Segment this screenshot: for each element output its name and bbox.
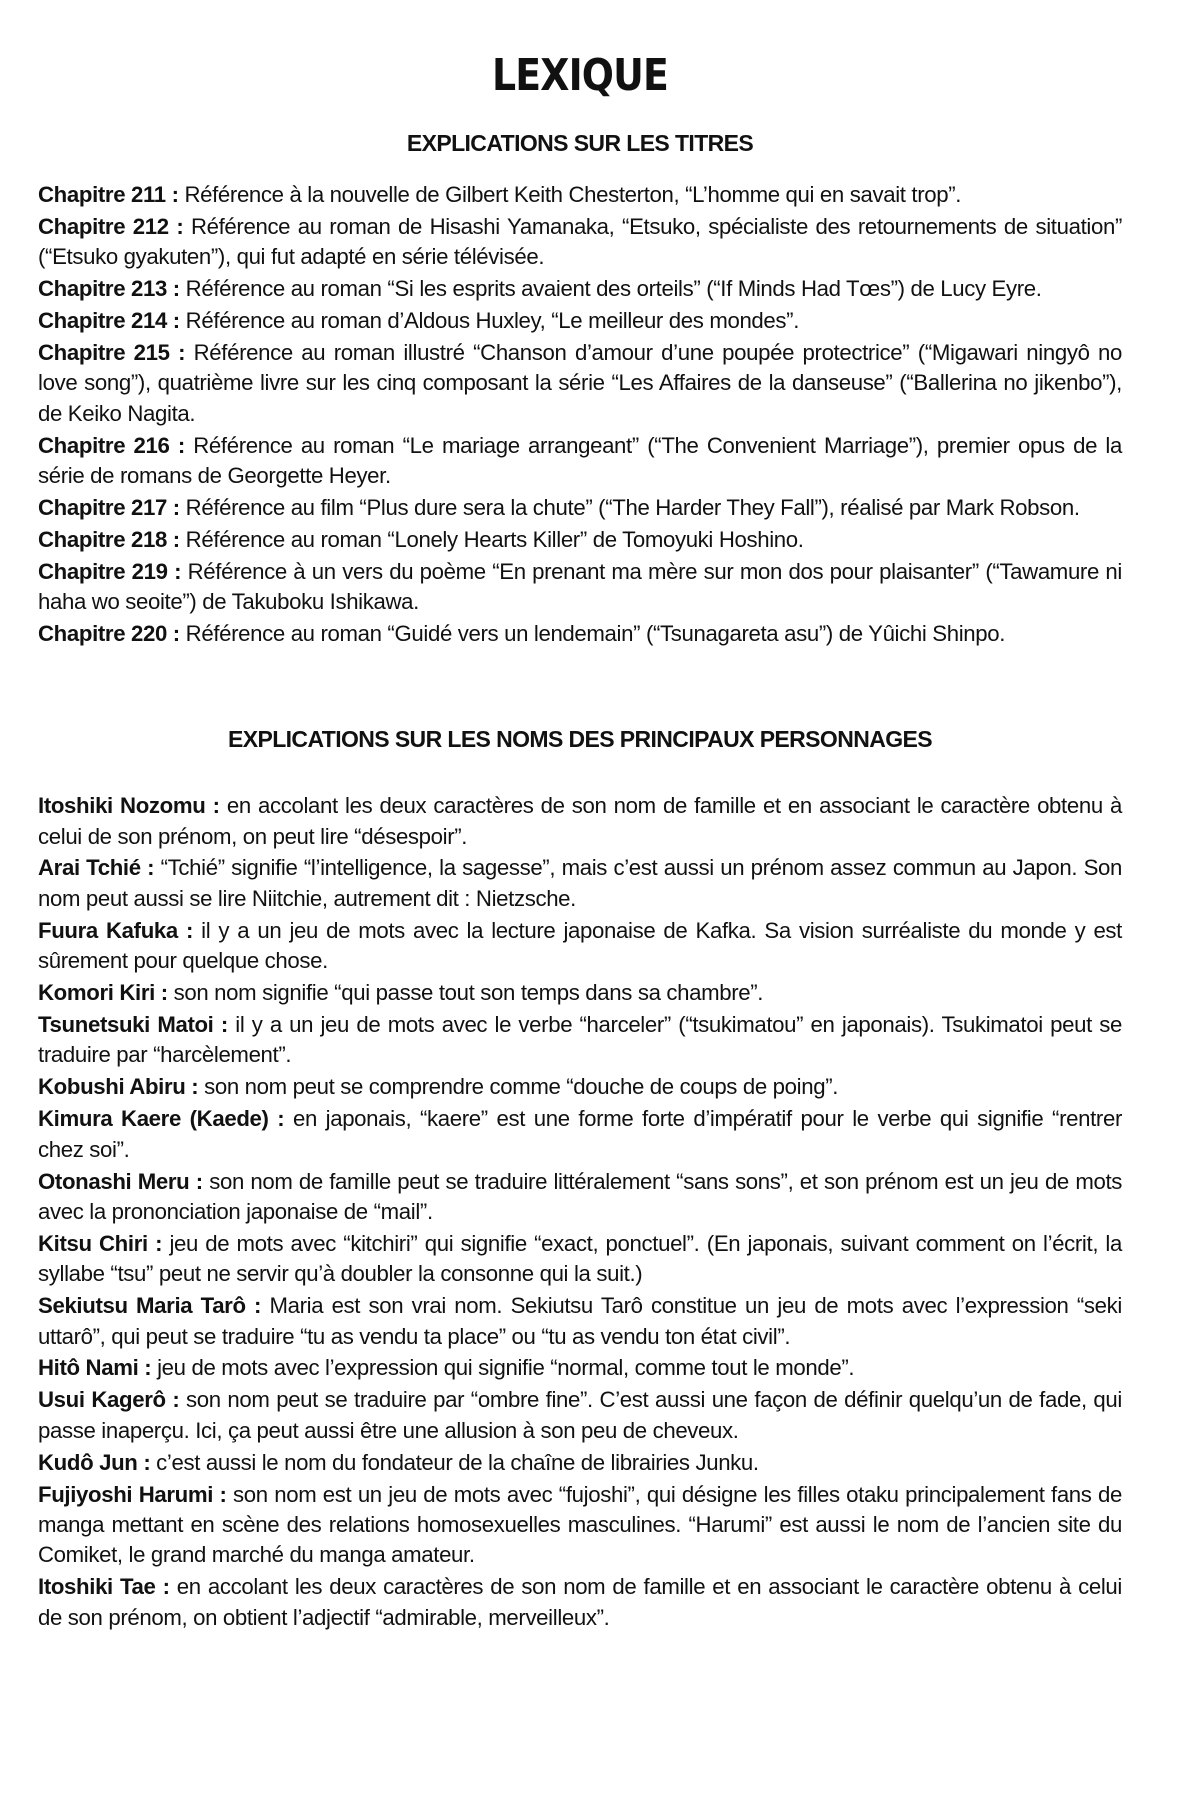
chapter-text: Référence au roman d’Aldous Huxley, “Le meilleur des mondes”. [185,308,800,334]
character-name: Kitsu Chiri [38,1230,148,1256]
character-name: Otonashi Meru [38,1168,190,1194]
character-text: son nom de famille peut se traduire littéralement “sans sons”, et son prénom est un jeu de mots avec la prononciation japonaise de “mail”. [38,1168,1123,1224]
chapter-label: Chapitre 218 [38,526,167,552]
chapter-entry: Chapitre 211 : Référence à la nouvelle de Gilbert Keith Chesterton, “L’homme qui en savait trop”. [38,181,962,207]
chapter-label: Chapitre 214 [38,308,167,334]
chapter-label: Chapitre 211 [38,181,166,207]
page-title: LEXIQUE [492,50,668,101]
character-entry: Kudô Jun : c’est aussi le nom du fondateur de la chaîne de librairies Junku. [38,1449,759,1475]
character-entry: Hitô Nami : jeu de mots avec l’expression qui signifie “normal, comme tout le monde”. [38,1355,855,1381]
chapter-entry: Chapitre 215 : Référence au roman illustré “Chanson d’amour d’une poupée protectrice” (“Migawari ningyô no love song”), quatrième livre sur les cinq composant la série “Les Affaires de la danseuse” (“Ballerina no jikenbo”), de Keiko Nagita. [38,340,1123,426]
character-entry: Otonashi Meru : son nom de famille peut se traduire littéralement “sans sons”, et son prénom est un jeu de mots avec la prononciation japonaise de “mail”. [38,1168,1123,1224]
character-text: Maria est son vrai nom. Sekiutsu Tarô constitue un jeu de mots avec l’expression “seki uttarô”, qui peut se traduire “tu as vendu ta place” ou “tu as vendu ton état civil”. [38,1293,1122,1349]
character-text: jeu de mots avec l’expression qui signifie “normal, comme tout le monde”. [157,1355,855,1381]
character-name: Kimura Kaere (Kaede) [38,1106,269,1132]
character-entry: Tsunetsuki Matoi : il y a un jeu de mots avec le verbe “harceler” (“tsukimatou” en japonais). Tsukimatoi peut se traduire par “harcèlement”. [38,1012,1123,1068]
chapter-entry: Chapitre 217 : Référence au film “Plus dure sera la chute” (“The Harder They Fall”), réalisé par Mark Robson. [38,495,1080,521]
chapter-label: Chapitre 212 [38,213,169,239]
chapter-text: Référence au roman de Hisashi Yamanaka, “Etsuko, spécialiste des retournements de situation” (“Etsuko gyakuten”), qui fut adapté en série télévisée. [38,213,1123,270]
character-entry: Fujiyoshi Harumi : son nom est un jeu de mots avec “fujoshi”, qui désigne les filles otaku principalement fans de manga mettant en scène des relations homosexuelles masculines. “Harumi” est aussi le nom de l’ancien site du Comiket, le grand marché du manga amateur. [38,1481,1122,1568]
chapter-label: Chapitre 220 [38,621,167,647]
character-entry: Usui Kagerô : son nom peut se traduire par “ombre fine”. C’est aussi une façon de définir quelqu’un de fade, qui passe inaperçu. Ici, ça peut aussi être une allusion à son peu de cheveux. [38,1387,1122,1443]
character-entry: Kitsu Chiri : jeu de mots avec “kitchiri” qui signifie “exact, ponctuel”. (En japonais, suivant comment on l’écrit, la syllabe “tsu” peut ne servir qu’à doubler la consonne qui la suit.) [38,1230,1123,1287]
character-text: son nom signifie “qui passe tout son temps dans sa chambre”. [173,980,764,1006]
character-entry: Arai Tchié : “Tchié” signifie “l’intelligence, la sagesse”, mais c’est aussi un prénom assez commun au Japon. Son nom peut aussi se lire Niitchie, autrement dit : Nietzsche. [38,855,1122,911]
chapter-entry: Chapitre 218 : Référence au roman “Lonely Hearts Killer” de Tomoyuki Hoshino. [38,526,804,552]
chapter-entry: Chapitre 216 : Référence au roman “Le mariage arrangeant” (“The Convenient Marriage”), premier opus de la série de romans de Georgette Heyer. [38,432,1122,489]
character-name: Arai Tchié [38,855,141,881]
chapter-label: Chapitre 217 [38,495,167,521]
section-title-titres: EXPLICATIONS SUR LES TITRES [406,130,754,157]
character-entry: Fuura Kafuka : il y a un jeu de mots avec la lecture japonaise de Kafka. Sa vision surréaliste du monde y est sûrement pour quelque chose. [38,917,1122,974]
character-text: son nom est un jeu de mots avec “fujoshi”, qui désigne les filles otaku principalement fans de manga mettant en scène des relations homosexuelles masculines. “Harumi” est aussi le nom de l’ancien site du Comiket, le grand marché du manga amateur. [38,1481,1122,1568]
section-title-noms: EXPLICATIONS SUR LES NOMS DES PRINCIPAUX PERSONNAGES [227,725,933,752]
character-text: son nom peut se comprendre comme “douche de coups de poing”. [204,1074,839,1100]
character-name: Itoshiki Tae [38,1574,156,1600]
chapter-entry: Chapitre 212 : Référence au roman de Hisashi Yamanaka, “Etsuko, spécialiste des retournements de situation” (“Etsuko gyakuten”), qui fut adapté en série télévisée. [38,213,1123,270]
character-name: Hitô Nami [38,1355,139,1381]
character-entry: Sekiutsu Maria Tarô : Maria est son vrai nom. Sekiutsu Tarô constitue un jeu de mots avec l’expression “seki uttarô”, qui peut se traduire “tu as vendu ta place” ou “tu as vendu ton état civil”. [38,1293,1122,1349]
chapter-text: Référence au roman illustré “Chanson d’amour d’une poupée protectrice” (“Migawari ningyô no love song”), quatrième livre sur les cinq composant la série “Les Affaires de la danseuse” (“Ballerina no jikenbo”), de Keiko Nagita. [38,340,1123,426]
chapter-text: Référence au roman “Lonely Hearts Killer” de Tomoyuki Hoshino. [185,526,804,552]
character-entry: Itoshiki Tae : en accolant les deux caractères de son nom de famille et en associant le caractère obtenu à celui de son prénom, on obtient l’adjectif “admirable, merveilleux”. [38,1574,1122,1630]
character-name: Sekiutsu Maria Tarô [38,1293,246,1319]
character-name: Komori Kiri [38,980,155,1006]
character-text: en accolant les deux caractères de son nom de famille et en associant le caractère obtenu à celui de son prénom, on peut lire “désespoir”. [38,793,1122,849]
character-entry: Itoshiki Nozomu : en accolant les deux caractères de son nom de famille et en associant le caractère obtenu à celui de son prénom, on peut lire “désespoir”. [38,793,1122,849]
chapter-label: Chapitre 215 [38,340,170,366]
chapter-text: Référence au roman “Si les esprits avaient des orteils” (“If Minds Had Tœs”) de Lucy Eyre. [185,276,1042,302]
character-entry: Kimura Kaere (Kaede) : en japonais, “kaere” est une forme forte d’impératif pour le verbe qui signifie “rentrer chez soi”. [38,1106,1122,1162]
character-text: “Tchié” signifie “l’intelligence, la sagesse”, mais c’est aussi un prénom assez commun au Japon. Son nom peut aussi se lire Niitchie, autrement dit : Nietzsche. [38,855,1122,911]
character-text: son nom peut se traduire par “ombre fine”. C’est aussi une façon de définir quelqu’un de fade, qui passe inaperçu. Ici, ça peut aussi être une allusion à son peu de cheveux. [38,1387,1122,1443]
chapter-label: Chapitre 219 [38,558,168,584]
character-name: Fujiyoshi Harumi [38,1481,214,1507]
character-entry: Komori Kiri : son nom signifie “qui passe tout son temps dans sa chambre”. [38,980,764,1006]
character-entry: Kobushi Abiru : son nom peut se comprendre comme “douche de coups de poing”. [38,1074,839,1100]
chapter-entry: Chapitre 213 : Référence au roman “Si les esprits avaient des orteils” (“If Minds Had Tœs”) de Lucy Eyre. [38,276,1042,302]
chapter-label: Chapitre 213 [38,276,167,302]
character-text: en accolant les deux caractères de son nom de famille et en associant le caractère obtenu à celui de son prénom, on obtient l’adjectif “admirable, merveilleux”. [38,1574,1122,1630]
character-text: en japonais, “kaere” est une forme forte d’impératif pour le verbe qui signifie “rentrer chez soi”. [38,1106,1122,1162]
chapter-entry: Chapitre 219 : Référence à un vers du poème “En prenant ma mère sur mon dos pour plaisanter” (“Tawamure ni haha wo seoite”) de Takuboku Ishikawa. [38,558,1123,615]
chapter-list [38,180,1122,650]
character-name: Fuura Kafuka [38,917,178,943]
character-name: Itoshiki Nozomu [38,793,206,819]
character-text: il y a un jeu de mots avec le verbe “harceler” (“tsukimatou” en japonais). Tsukimatoi peut se traduire par “harcèlement”. [38,1012,1123,1068]
chapter-text: Référence à un vers du poème “En prenant ma mère sur mon dos pour plaisanter” (“Tawamure ni haha wo seoite”) de Takuboku Ishikawa. [38,558,1123,615]
character-name: Kudô Jun [38,1449,138,1475]
character-list [38,791,1122,1633]
chapter-text: Référence à la nouvelle de Gilbert Keith Chesterton, “L’homme qui en savait trop”. [184,181,962,207]
character-name: Kobushi Abiru [38,1074,186,1100]
character-text: il y a un jeu de mots avec la lecture japonaise de Kafka. Sa vision surréaliste du monde y est sûrement pour quelque chose. [38,917,1122,974]
character-name: Usui Kagerô [38,1387,166,1413]
chapter-entry: Chapitre 214 : Référence au roman d’Aldous Huxley, “Le meilleur des mondes”. [38,308,800,334]
character-name: Tsunetsuki Matoi [38,1012,214,1038]
character-text: c’est aussi le nom du fondateur de la chaîne de librairies Junku. [156,1449,759,1475]
chapter-text: Référence au roman “Le mariage arrangeant” (“The Convenient Marriage”), premier opus de la série de romans de Georgette Heyer. [38,432,1122,489]
chapter-entry: Chapitre 220 : Référence au roman “Guidé vers un lendemain” (“Tsunagareta asu”) de Yûichi Shinpo. [38,621,1006,647]
chapter-label: Chapitre 216 [38,432,170,458]
character-text: jeu de mots avec “kitchiri” qui signifie “exact, ponctuel”. (En japonais, suivant comment on l’écrit, la syllabe “tsu” peut ne servir qu’à doubler la consonne qui la suit.) [38,1230,1123,1287]
chapter-text: Référence au film “Plus dure sera la chute” (“The Harder They Fall”), réalisé par Mark Robson. [185,495,1080,521]
chapter-text: Référence au roman “Guidé vers un lendemain” (“Tsunagareta asu”) de Yûichi Shinpo. [185,621,1006,647]
